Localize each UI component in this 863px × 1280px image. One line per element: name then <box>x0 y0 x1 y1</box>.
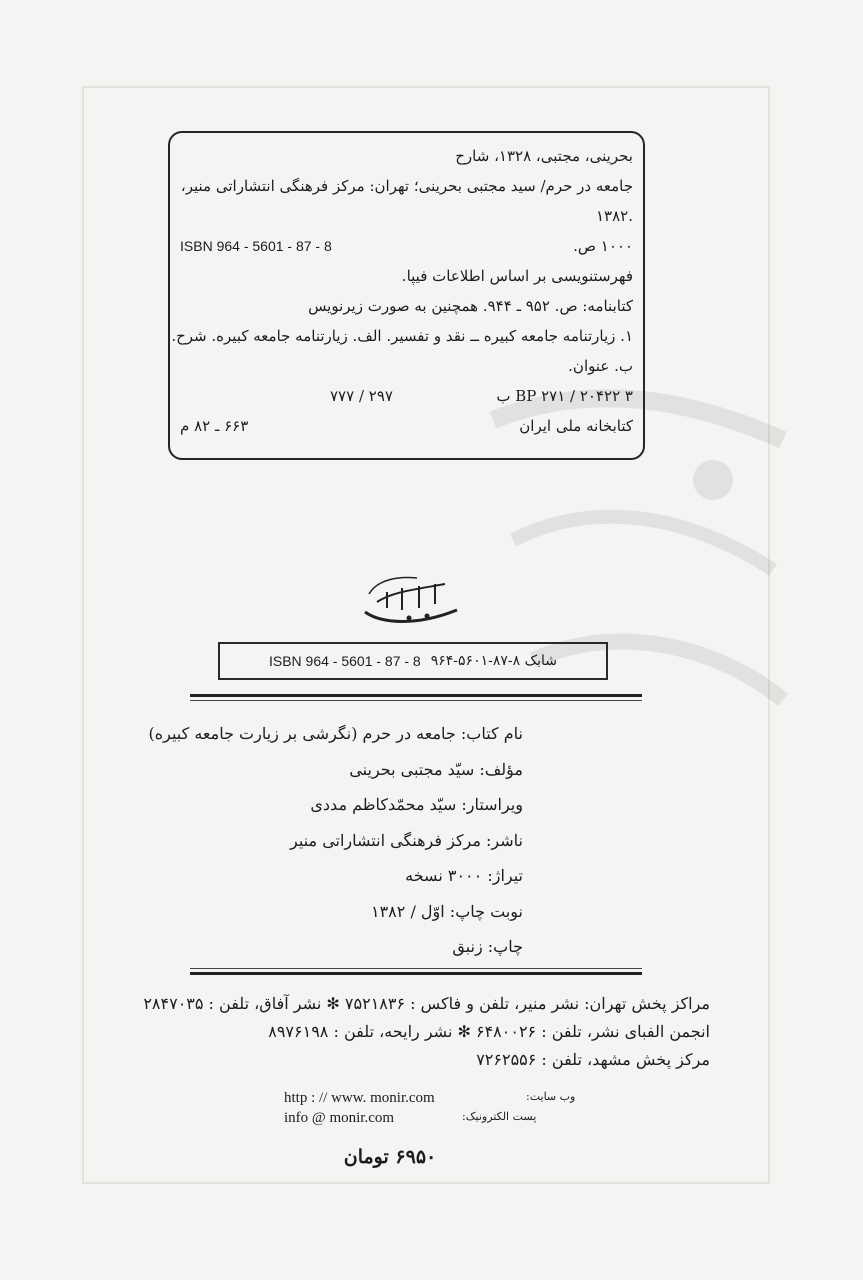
info-author: مؤلف: سیّد مجتبی بحرینی <box>349 759 523 779</box>
price: ۶۹۵۰ تومان <box>343 1146 437 1168</box>
info-publisher: ناشر: مرکز فرهنگی انتشاراتی منیر <box>290 830 523 850</box>
dist-tehran: مراکز پخش تهران: نشر منیر، تلفن و فاکس : ۷۵۲۱۸۳۶ ✻ نشر آفاق، تلفن : ۲۸۴۷۰۳۵ <box>143 994 710 1013</box>
cip-line-year: .۱۳۸۲ <box>595 207 633 225</box>
cip-dewey: ۲۹۷ / ۷۷۷ <box>330 387 393 405</box>
email-address[interactable]: info @ monir.com <box>284 1110 395 1126</box>
website-row <box>284 1086 594 1108</box>
publisher-logo <box>357 572 467 628</box>
info-print-run: تیراژ: ۳۰۰۰ نسخه <box>405 866 523 885</box>
cip-line-pages: ۱۰۰۰ ص. ISBN 964 - 5601 - 87 - 8 <box>180 231 633 261</box>
website-url[interactable]: http : // www. monir.com <box>284 1090 435 1106</box>
cip-line-author: بحرینی، مجتبی، ۱۳۲۸، شارح <box>455 147 633 165</box>
cip-line-library: کتابخانه ملی ایران ۶۶۳ ـ ۸۲ م <box>180 411 633 441</box>
dist-mashhad: مرکز پخش مشهد، تلفن : ۷۲۶۲۵۵۶ <box>476 1050 710 1069</box>
cip-line-title-entry: ب. عنوان. <box>568 357 633 375</box>
email-row <box>284 1106 594 1128</box>
publisher-logo-graphic <box>357 572 467 628</box>
website-label: وب سایت: <box>526 1090 576 1103</box>
divider-bottom <box>190 968 642 975</box>
cip-line-note: فهرستنویسی بر اساس اطلاعات فیپا. <box>401 267 633 285</box>
email-label: پست الکترونیک: <box>462 1110 537 1123</box>
info-book-title: نام کتاب: جامعه در حرم (نگرشی بر زیارت جامعه کبیره) <box>148 724 523 743</box>
cataloging-in-publication-box <box>168 131 645 460</box>
isbn-box <box>218 642 608 680</box>
isbn-persian: شابک ۸-۸۷-۵۶۰۱-۹۶۴ <box>430 653 558 669</box>
distribution-centers <box>110 990 710 1074</box>
cip-isbn: ISBN 964 - 5601 - 87 - 8 <box>180 238 332 254</box>
info-editor: ویراستار: سیّد محمّدکاظم مددی <box>310 795 523 814</box>
book-info <box>123 716 523 965</box>
cip-line-classification: BP ۲۷۱ / ۲۰۴۲۲ ۳ ب ۲۹۷ / ۷۷۷ <box>180 381 633 411</box>
cip-line-title: جامعه در حرم/ سید مجتبی بحرینی؛ تهران: مرکز فرهنگی انتشاراتی منیر، <box>180 177 633 195</box>
dist-alefba: انجمن الفبای نشر، تلفن : ۶۴۸۰۰۲۶ ✻ نشر رایحه، تلفن : ۸۹۷۶۱۹۸ <box>268 1022 710 1041</box>
cip-line-bibliography: کتابنامه: ص. ۹۵۲ ـ ۹۴۴. همچنین به صورت زیرنویس <box>308 297 633 315</box>
cip-line-subjects: ۱. زیارتنامه جامعه کبیره ــ نقد و تفسیر. الف. زیارتنامه جامعه کبیره. شرح. <box>171 327 633 345</box>
isbn-english: ISBN 964 - 5601 - 87 - 8 <box>268 653 421 669</box>
divider-top <box>190 694 642 701</box>
info-printer: چاپ: زنبق <box>452 937 523 956</box>
info-edition: نوبت چاپ: اوّل / ۱۳۸۲ <box>370 901 523 921</box>
cip-national-number: ۶۶۳ ـ ۸۲ م <box>180 417 249 435</box>
